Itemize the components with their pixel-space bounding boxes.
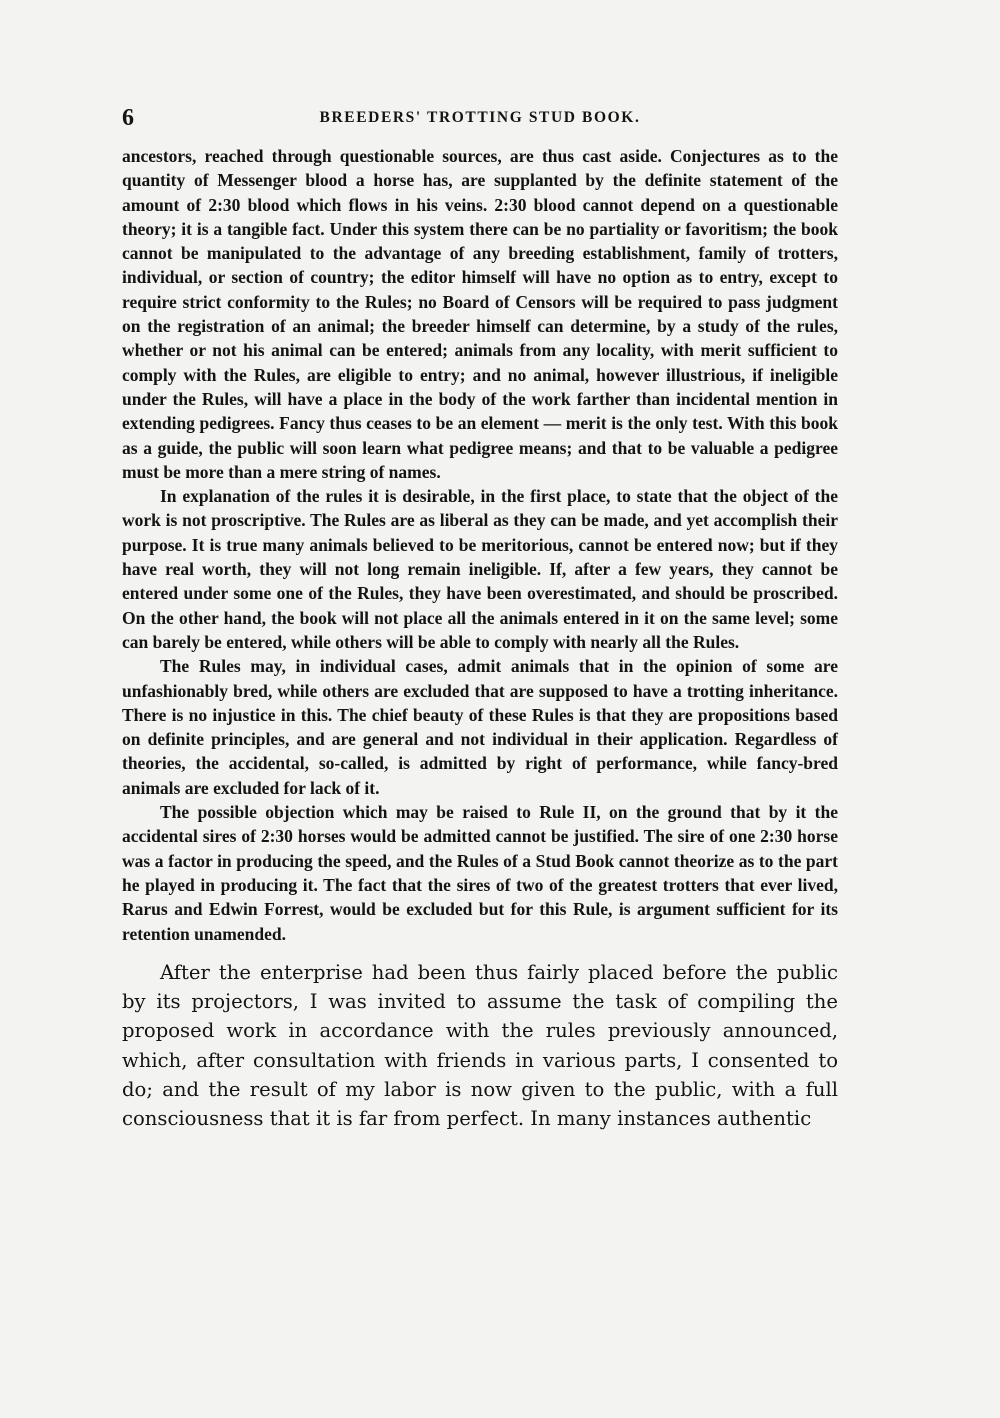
paragraph-enterprise-compiling: After the enterprise had been thus fairly placed before the public by its projectors, I was invited to assume the task of compiling the proposed work in accordance with the rules previously announced, which, after consultation with friends in various parts, I consented to do; and the result of my labor is now given to the public, with a full consciousness that it is far from perfect. In many instances authentic <box>122 960 838 1131</box>
paragraph-rule-ii-objection: The possible objection which may be raised to Rule II, on the ground that by it the accidental sires of 2:30 horses would be admitted cannot be justified. The sire of one 2:30 horse was a factor in producing the speed, and the Rules of a Stud Book cannot theorize as to the part he played in producing it. The fact that the sires of two of the greatest trotters that ever lived, Rarus and Edwin Forrest, would be excluded but for this Rule, is argument sufficient for its retention unamended. <box>122 802 838 944</box>
page-content <box>122 104 838 1134</box>
page-number: 6 <box>122 105 134 131</box>
page-header <box>122 104 838 134</box>
paragraph-rules-individual-cases: The Rules may, in individual cases, admit animals that in the opinion of some are unfashionably bred, while others are excluded that are supposed to have a trotting inheritance. There is no injustice in this. The chief beauty of these Rules is that they are propositions based on definite principles, and are general and not individual in their application. Regardless of theories, the accidental, so-called, is admitted by right of performance, while fancy-bred animals are excluded for lack of it. <box>122 656 838 798</box>
paragraph-continuation: ancestors, reached through questionable sources, are thus cast aside. Conjectures as to the quantity of Messenger blood a horse has, are supplanted by the definite statement of the amount of 2:30 blood which flows in his veins. 2:30 blood cannot depend on a questionable theory; it is a tangible fact. Under this system there can be no partiality or favoritism; the book cannot be manipulated to the advantage of any breeding establishment, family of trotters, individual, or section of country; the editor himself will have no option as to entry, except to require strict conformity to the Rules; no Board of Censors will be required to pass judgment on the registration of an animal; the breeder himself can determine, by a study of the rules, whether or not his animal can be entered; animals from any locality, with merit sufficient to comply with the Rules, are eligible to entry; and no animal, however illustrious, if ineligible under the Rules, will have a place in the body of the work farther than incidental mention in extending pedigrees. Fancy thus ceases to be an element — merit is the only test. With this book as a guide, the public will soon learn what pedigree means; and that to be valuable a pedigree must be more than a mere string of names. <box>122 146 838 482</box>
paragraph-explanation-of-rules: In explanation of the rules it is desirable, in the first place, to state that the object of the work is not proscriptive. The Rules are as liberal as they can be made, and yet accomplish their purpose. It is true many animals believed to be meritorious, cannot be entered now; but if they have real worth, they will not long remain ineligible. If, after a few years, they cannot be entered under some one of the Rules, they have been overestimated, and should be proscribed. On the other hand, the book will not place all the animals entered in it on the same level; some can barely be entered, while others will be able to comply with nearly all the Rules. <box>122 486 838 652</box>
running-head: BREEDERS' TROTTING STUD BOOK. <box>319 109 641 126</box>
